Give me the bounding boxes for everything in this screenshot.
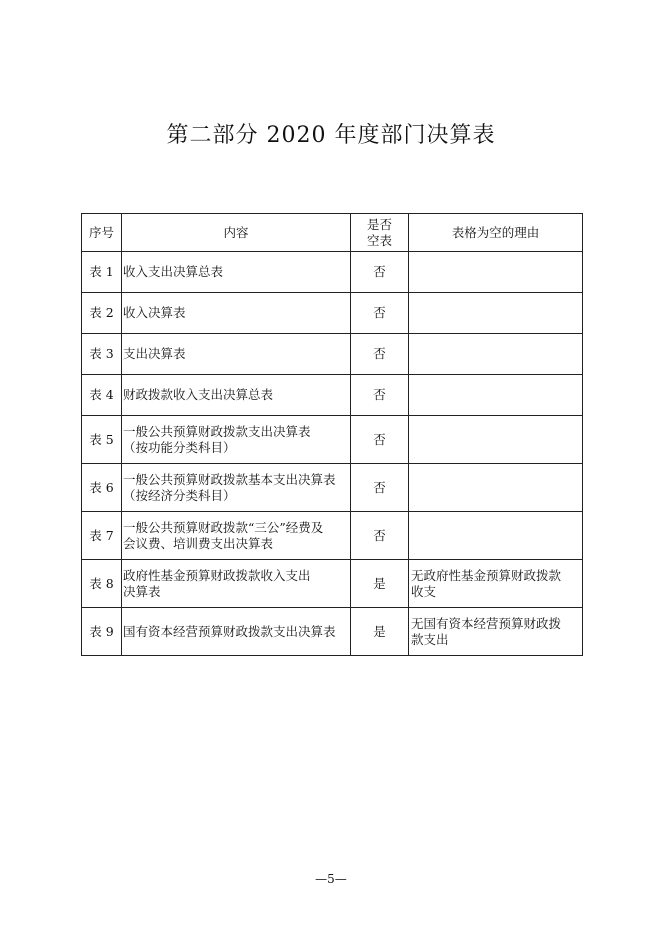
page-number: —5— [315, 872, 347, 886]
header-reason: 表格为空的理由 [409, 214, 583, 252]
row-reason-line2: 收支 [411, 583, 437, 599]
row-number: 表 9 [82, 608, 122, 656]
table-row [82, 560, 583, 608]
table-row [82, 293, 583, 334]
row-reason [409, 375, 583, 416]
row-content-line2: （按经济分类科目） [123, 487, 236, 503]
table-row [82, 464, 583, 512]
row-content-line1: 收入决算表 [123, 305, 186, 320]
row-is-empty: 否 [351, 416, 409, 464]
table-row [82, 334, 583, 375]
row-content-line1: 一般公共预算财政拨款支出决算表 [123, 423, 311, 439]
row-reason [409, 252, 583, 293]
row-content-line1: 国有资本经营预算财政拨款支出决算表 [123, 623, 336, 639]
row-reason-line1: 无国有资本经营预算财政拨 [411, 615, 562, 631]
row-reason [409, 416, 583, 464]
row-content [122, 293, 351, 334]
row-number: 表 4 [82, 375, 122, 416]
row-content-line1: 支出决算表 [123, 346, 186, 361]
row-reason [409, 334, 583, 375]
row-content-line1: 财政拨款收入支出决算总表 [123, 387, 274, 402]
row-is-empty: 是 [351, 560, 409, 608]
row-is-empty: 否 [351, 293, 409, 334]
table-row [82, 512, 583, 560]
row-number: 表 1 [82, 252, 122, 293]
row-is-empty: 否 [351, 375, 409, 416]
row-content-line1: 一般公共预算财政拨款“三公”经费及 [123, 519, 324, 535]
row-reason-line2: 款支出 [411, 631, 449, 647]
row-reason [409, 512, 583, 560]
row-number: 表 8 [82, 560, 122, 608]
row-content [122, 608, 351, 656]
row-content [122, 375, 351, 416]
row-content-line1: 政府性基金预算财政拨款收入支出 [123, 567, 311, 583]
header-is-empty [351, 214, 409, 252]
row-is-empty: 否 [351, 334, 409, 375]
table-row [82, 252, 583, 293]
page-title: 第二部分 2020 年度部门决算表 [166, 123, 496, 148]
row-content-line2: 会议费、培训费支出决算表 [123, 535, 274, 551]
row-number: 表 7 [82, 512, 122, 560]
table-body [82, 252, 583, 656]
header-is-empty-line1: 是否 [366, 216, 392, 232]
row-content-line2: 决算表 [123, 583, 161, 599]
table-row [82, 416, 583, 464]
row-number: 表 3 [82, 334, 122, 375]
row-reason [409, 560, 583, 608]
row-content [122, 512, 351, 560]
row-content-line2: （按功能分类科目） [123, 439, 236, 455]
header-is-empty-line2: 空表 [366, 232, 392, 248]
row-reason [409, 608, 583, 656]
row-reason-line1: 无政府性基金预算财政拨款 [411, 567, 562, 583]
table-row [82, 608, 583, 656]
row-is-empty: 否 [351, 512, 409, 560]
row-is-empty: 是 [351, 608, 409, 656]
final-accounts-table [81, 213, 583, 656]
header-content: 内容 [122, 214, 351, 252]
row-reason [409, 293, 583, 334]
row-content [122, 416, 351, 464]
header-no: 序号 [82, 214, 122, 252]
row-is-empty: 否 [351, 252, 409, 293]
row-content-line1: 收入支出决算总表 [123, 264, 224, 279]
row-content-line1: 一般公共预算财政拨款基本支出决算表 [123, 471, 336, 487]
row-reason [409, 464, 583, 512]
row-number: 表 5 [82, 416, 122, 464]
row-content [122, 560, 351, 608]
row-number: 表 2 [82, 293, 122, 334]
row-is-empty: 否 [351, 464, 409, 512]
table-row [82, 375, 583, 416]
row-content [122, 334, 351, 375]
row-number: 表 6 [82, 464, 122, 512]
table-header-row [82, 214, 583, 252]
row-content [122, 252, 351, 293]
row-content [122, 464, 351, 512]
